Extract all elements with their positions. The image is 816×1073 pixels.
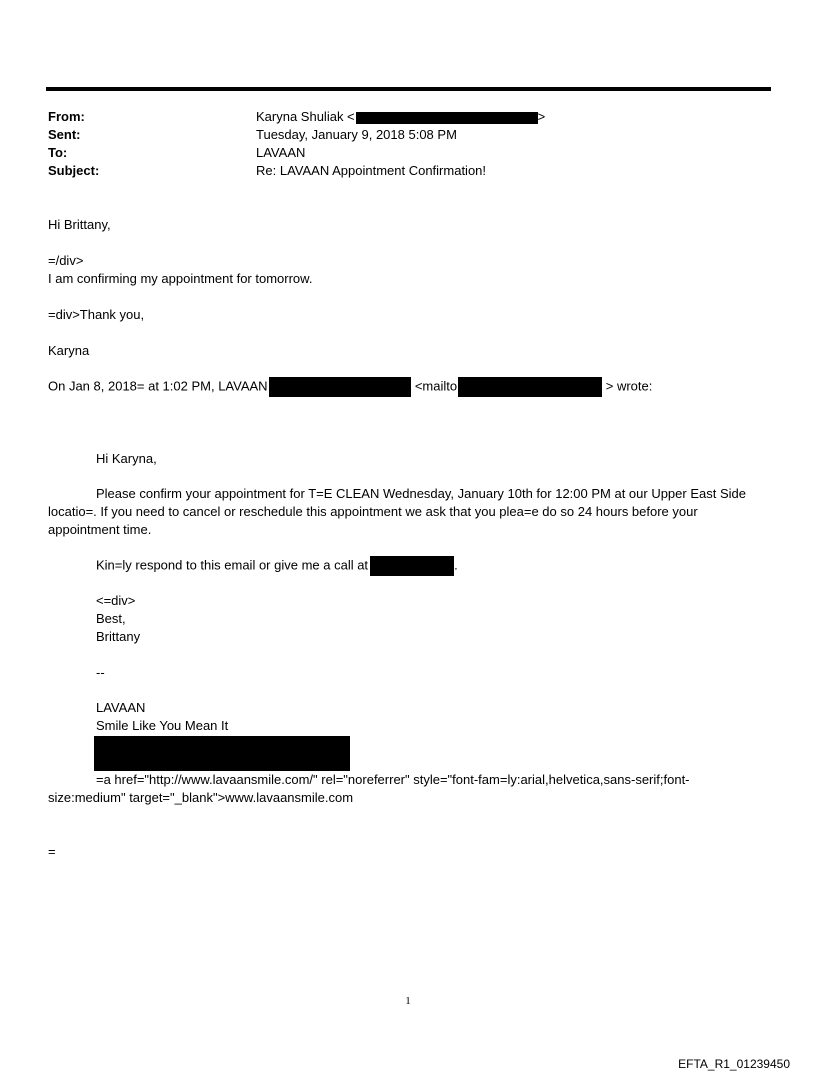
- page-number: 1: [405, 995, 411, 1007]
- signature-link-source: [48, 771, 768, 807]
- original-sender: Brittany: [96, 629, 141, 644]
- reply-thanks: =div>Thank you,: [48, 307, 145, 322]
- signature-company: LAVAAN: [96, 700, 146, 715]
- subject-label: Subject:: [48, 163, 100, 178]
- quote-intro-prefix: On Jan 8, 2018= at 1:02 PM, LAVAAN: [48, 378, 268, 394]
- paragraph-1-first-line: Please confirm your appointment for T=E CLEAN Wednesday, January 10th for 12:00 PM at our Upper East Side: [96, 486, 746, 501]
- link-source-first-line: =a href="http://www.lavaansmile.com/" rel="noreferrer" style="font-fam=ly:arial,helvetica,sans-serif;font-: [96, 772, 690, 787]
- sent-label: Sent:: [48, 127, 81, 142]
- redaction-sender-email: [269, 377, 411, 397]
- to-value: LAVAAN: [256, 145, 306, 160]
- sent-value: Tuesday, January 9, 2018 5:08 PM: [256, 127, 457, 142]
- signature-tagline: Smile Like You Mean It: [96, 718, 229, 733]
- from-name: Karyna Shuliak <: [256, 109, 355, 124]
- reply-div-close: =/div>: [48, 253, 84, 268]
- quote-intro-mailto: <mailto: [414, 378, 458, 394]
- reply-signature: Karyna: [48, 343, 90, 358]
- link-source-rest: size:medium" target="_blank">www.lavaansmile.com: [48, 790, 354, 805]
- quote-intro: [48, 377, 652, 397]
- bates-number: EFTA_R1_01239450: [678, 1057, 790, 1071]
- original-greeting: Hi Karyna,: [96, 451, 157, 466]
- paragraph-2-prefix: Kin=ly respond to this email or give me a call at: [96, 557, 369, 573]
- from-value: [256, 108, 545, 126]
- redaction-from-email: [356, 112, 538, 124]
- redaction-mailto-address: [458, 377, 602, 397]
- redaction-phone: [370, 556, 454, 576]
- original-paragraph-2: [96, 556, 458, 576]
- reply-greeting: Hi Brittany,: [48, 217, 111, 232]
- signature-separator: --: [96, 665, 105, 680]
- quote-intro-suffix: > wrote:: [605, 378, 653, 394]
- reply-confirm: I am confirming my appointment for tomorrow.: [48, 271, 313, 286]
- paragraph-1-rest: locatio=. If you need to cancel or reschedule this appointment we ask that you plea=e do so 24 hours before your appointment time.: [48, 504, 698, 537]
- original-paragraph-1: [48, 485, 768, 539]
- trailing-equals: =: [48, 844, 56, 859]
- to-label: To:: [48, 145, 68, 160]
- redaction-signature-block: [94, 736, 350, 771]
- original-closing: Best,: [96, 611, 126, 626]
- subject-value: Re: LAVAAN Appointment Confirmation!: [256, 163, 487, 178]
- header-rule: [46, 87, 771, 91]
- from-label: From:: [48, 109, 85, 124]
- original-div-tag: <=div>: [96, 593, 136, 608]
- paragraph-2-suffix: .: [454, 557, 458, 573]
- from-close: >: [537, 109, 546, 124]
